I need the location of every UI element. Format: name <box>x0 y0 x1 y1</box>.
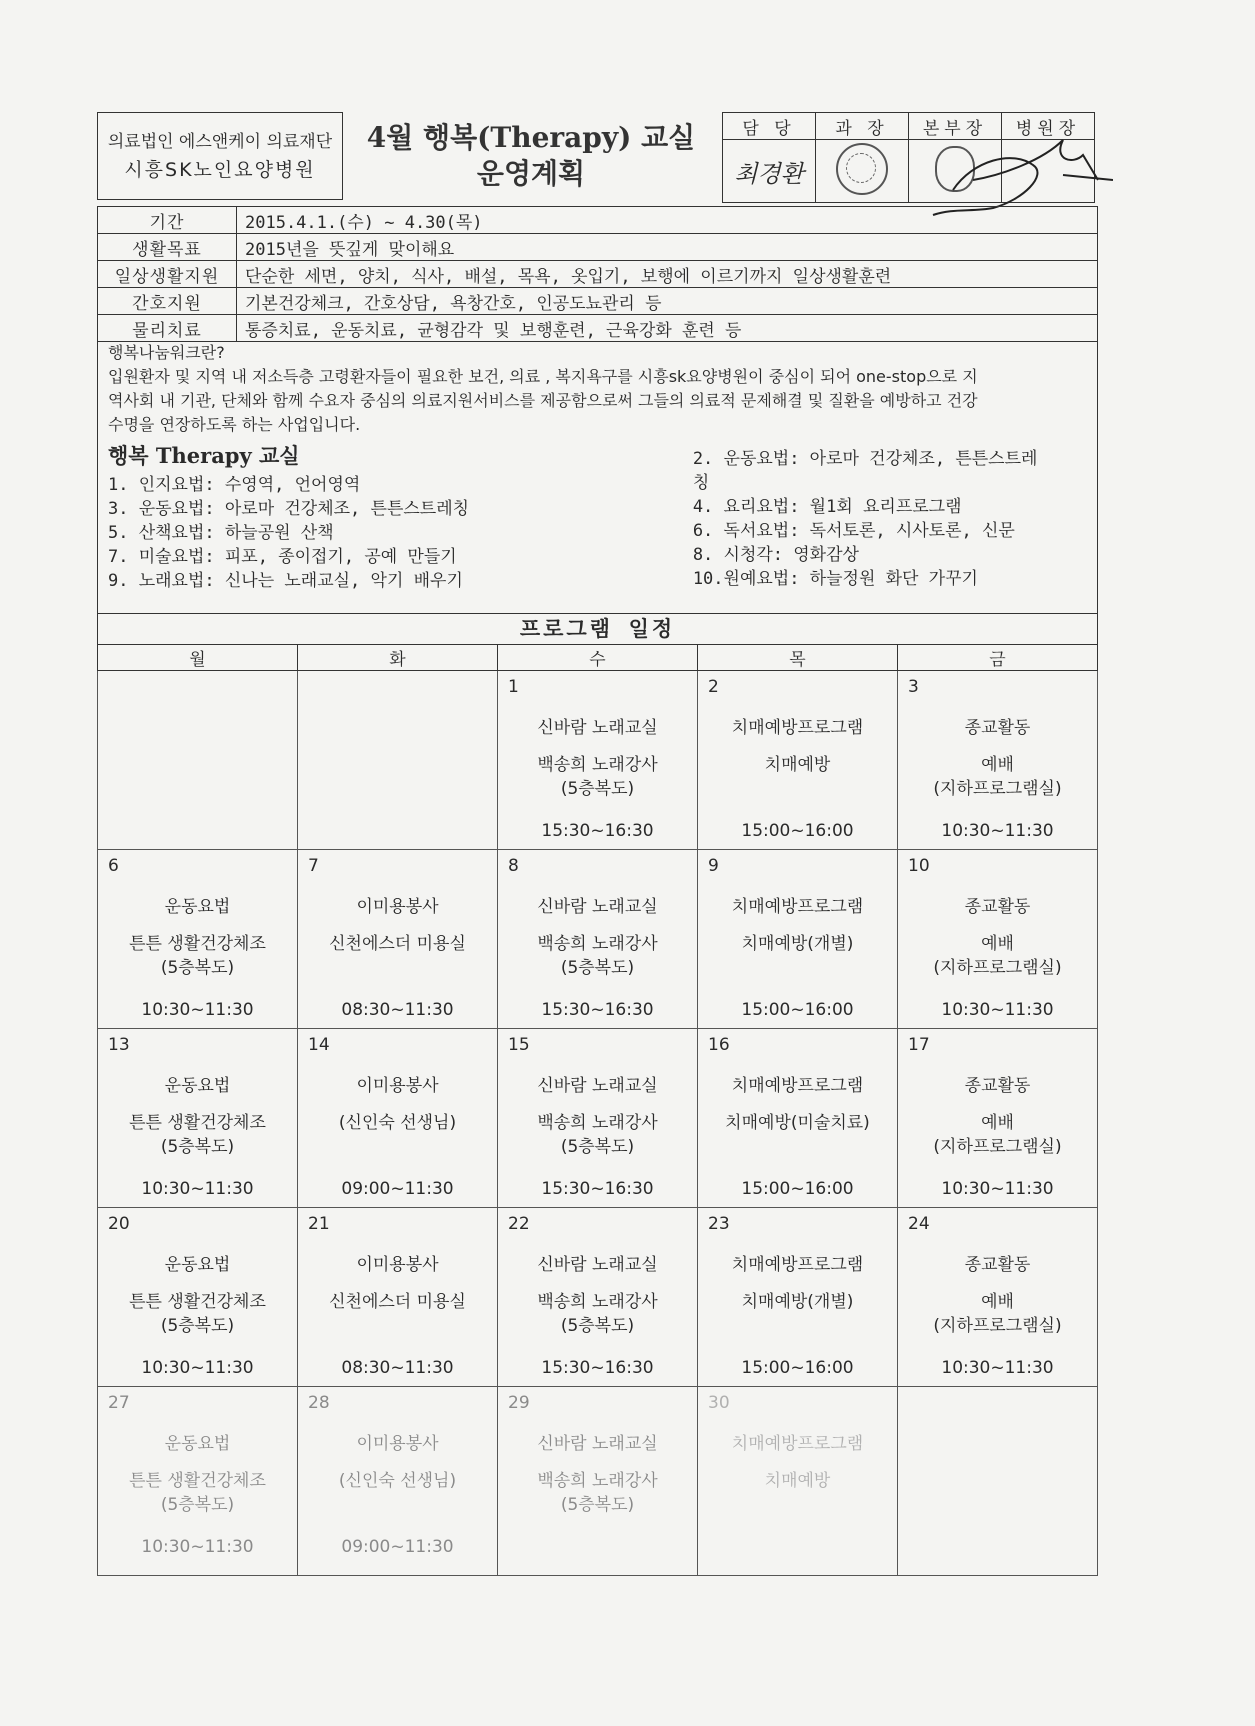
activity-time: 08:30~11:30 <box>341 1358 454 1378</box>
info-value: 단순한 세면, 양치, 식사, 배설, 목욕, 옷입기, 보행에 이르기까지 일상생활훈련 <box>237 261 1098 288</box>
calendar-week-row <box>98 1029 1098 1208</box>
activity-time: 10:30~11:30 <box>941 821 1054 841</box>
activity-location: (5층복도) <box>560 1495 635 1515</box>
activity-location: (5층복도) <box>560 1137 635 1157</box>
info-value: 기본건강체크, 간호상담, 욕창간호, 인공도뇨관리 등 <box>237 288 1098 315</box>
day-number: 7 <box>308 856 319 876</box>
activity-location: (지하프로그램실) <box>933 1316 1062 1336</box>
activity-name: 종교활동 <box>964 1076 1031 1096</box>
day-number: 23 <box>708 1214 730 1234</box>
activity-detail-line: 치매예방 <box>764 1471 831 1491</box>
approval-label-manager: 과 장 <box>816 113 909 140</box>
activity-detail <box>98 1111 297 1159</box>
info-row <box>98 261 1098 288</box>
day-number: 13 <box>108 1035 130 1055</box>
therapy-list-left <box>108 473 693 593</box>
activity-detail <box>298 1111 497 1135</box>
day-number: 17 <box>908 1035 930 1055</box>
calendar-week-row <box>98 671 1098 850</box>
activity-detail-line: 예배 <box>981 1113 1014 1133</box>
activity-time: 15:00~16:00 <box>741 1179 854 1199</box>
activity-time: 09:00~11:30 <box>341 1537 454 1557</box>
activity-location: (5층복도) <box>160 1137 235 1157</box>
day-number: 1 <box>508 677 519 697</box>
approval-sign-manager <box>816 140 909 203</box>
info-row <box>98 234 1098 261</box>
activity-detail <box>698 932 897 956</box>
organization-box <box>97 112 343 200</box>
activity-name: 운동요법 <box>164 1434 231 1454</box>
activity-name: 종교활동 <box>964 897 1031 917</box>
activity-detail <box>698 1290 897 1314</box>
document-title <box>346 112 716 200</box>
activity-name: 운동요법 <box>164 897 231 917</box>
activity-detail-line: 치매예방(개별) <box>741 1292 854 1312</box>
calendar-week-row <box>98 850 1098 1029</box>
approval-label-staff: 담 당 <box>723 113 816 140</box>
day-number: 8 <box>508 856 519 876</box>
title-line2: 운영계획 <box>476 157 586 190</box>
activity-detail-line: 예배 <box>981 755 1014 775</box>
day-number: 10 <box>908 856 930 876</box>
day-number: 29 <box>508 1393 530 1413</box>
activity-detail-line: 신천에스더 미용실 <box>329 1292 466 1312</box>
therapy-item: 칭 <box>692 473 710 493</box>
day-number: 21 <box>308 1214 330 1234</box>
activity-time: 10:30~11:30 <box>141 1537 254 1557</box>
activity-name: 종교활동 <box>964 718 1031 738</box>
day-number: 16 <box>708 1035 730 1055</box>
activity-detail <box>498 1469 697 1517</box>
calendar-day-cell <box>98 1029 298 1208</box>
calendar-day-cell <box>298 671 498 850</box>
day-number: 22 <box>508 1214 530 1234</box>
activity-time: 10:30~11:30 <box>941 1179 1054 1199</box>
org-name-line1: 의료법인 에스앤케이 의료재단 <box>107 132 333 152</box>
activity-detail <box>898 932 1097 980</box>
activity-detail-line: 백송희 노래강사 <box>537 1113 658 1133</box>
activity-name: 운동요법 <box>164 1076 231 1096</box>
activity-detail-line: 튼튼 생활건강체조 <box>129 1113 266 1133</box>
activity-time: 15:30~16:30 <box>541 1000 654 1020</box>
day-number: 9 <box>708 856 719 876</box>
approval-sign-staff <box>723 140 816 203</box>
activity-detail-line: 예배 <box>981 1292 1014 1312</box>
day-number: 30 <box>708 1393 730 1413</box>
calendar-day-cell <box>498 1387 698 1576</box>
activity-name: 치매예방프로그램 <box>731 897 864 917</box>
activity-name: 치매예방프로그램 <box>731 718 864 738</box>
info-row <box>98 288 1098 315</box>
activity-detail <box>498 932 697 980</box>
calendar-day-cell <box>98 1208 298 1387</box>
activity-detail-line: 튼튼 생활건강체조 <box>129 1292 266 1312</box>
calendar-day-cell <box>498 850 698 1029</box>
info-value: 통증치료, 운동치료, 균형감각 및 보행훈련, 근육강화 훈련 등 <box>237 315 1098 342</box>
program-description <box>97 339 1098 441</box>
therapy-list-right <box>693 447 1087 593</box>
info-row <box>98 315 1098 342</box>
description-question: 행복나눔워크란? <box>108 343 225 362</box>
activity-name: 운동요법 <box>164 1255 231 1275</box>
activity-time: 09:00~11:30 <box>341 1179 454 1199</box>
calendar-day-cell <box>898 850 1098 1029</box>
activity-detail <box>298 1290 497 1314</box>
activity-detail-line: 백송희 노래강사 <box>537 755 658 775</box>
calendar-day-cell <box>698 1029 898 1208</box>
activity-name: 종교활동 <box>964 1255 1031 1275</box>
activity-detail <box>98 1290 297 1338</box>
activity-name: 치매예방프로그램 <box>731 1076 864 1096</box>
activity-detail <box>98 1469 297 1517</box>
activity-time: 10:30~11:30 <box>141 1358 254 1378</box>
therapy-item: 2. 운동요법: 아로마 건강체조, 튼튼스트레 <box>692 449 1038 469</box>
activity-time: 15:30~16:30 <box>541 1358 654 1378</box>
calendar-day-cell <box>698 1208 898 1387</box>
therapy-item: 8. 시청각: 영화감상 <box>692 545 859 565</box>
calendar-day-cell <box>498 671 698 850</box>
activity-name: 이미용봉사 <box>356 1434 439 1454</box>
schedule-title: 프로그램 일정 <box>97 613 1098 645</box>
activity-detail <box>698 1469 897 1493</box>
info-label: 일상생활지원 <box>98 261 237 288</box>
calendar-day-cell <box>498 1208 698 1387</box>
title-line1: 4월 행복(Therapy) 교실 <box>366 121 696 154</box>
calendar-week-row <box>98 1208 1098 1387</box>
calendar-day-cell <box>898 671 1098 850</box>
activity-detail-line: 치매예방 <box>764 755 831 775</box>
calendar-day-cell <box>98 850 298 1029</box>
day-number: 20 <box>108 1214 130 1234</box>
activity-time: 10:30~11:30 <box>941 1358 1054 1378</box>
activity-detail <box>898 753 1097 801</box>
activity-name: 이미용봉사 <box>356 1076 439 1096</box>
info-table <box>97 206 1098 342</box>
activity-name: 신바람 노래교실 <box>537 1434 658 1454</box>
calendar-day-cell <box>898 1029 1098 1208</box>
activity-time: 08:30~11:30 <box>341 1000 454 1020</box>
calendar-day-cell <box>298 850 498 1029</box>
approval-label-president: 병원장 <box>1002 113 1095 140</box>
activity-detail-line: 백송희 노래강사 <box>537 934 658 954</box>
activity-detail <box>498 1111 697 1159</box>
day-number: 6 <box>108 856 119 876</box>
activity-detail-line: (신인숙 선생님) <box>338 1471 457 1491</box>
calendar-week-row <box>98 1387 1098 1576</box>
info-value: 2015.4.1.(수) ~ 4.30(목) <box>237 207 1098 234</box>
info-label: 간호지원 <box>98 288 237 315</box>
activity-detail-line: 신천에스더 미용실 <box>329 934 466 954</box>
calendar-day-cell <box>298 1208 498 1387</box>
calendar-day-cell <box>898 1208 1098 1387</box>
weekday-header: 목 <box>698 645 898 671</box>
activity-detail-line: 백송희 노래강사 <box>537 1471 658 1491</box>
description-line: 수명을 연장하도록 하는 사업입니다. <box>108 415 361 434</box>
activity-location: (5층복도) <box>160 1316 235 1336</box>
activity-detail <box>498 753 697 801</box>
approval-label-director: 본부장 <box>909 113 1002 140</box>
schedule-calendar <box>97 644 1098 1576</box>
activity-time: 10:30~11:30 <box>141 1000 254 1020</box>
calendar-day-cell <box>298 1029 498 1208</box>
activity-name: 치매예방프로그램 <box>731 1434 864 1454</box>
activity-name: 신바람 노래교실 <box>537 1076 658 1096</box>
activity-detail-line: 예배 <box>981 934 1014 954</box>
activity-detail <box>298 932 497 956</box>
activity-detail <box>498 1290 697 1338</box>
description-line: 입원환자 및 지역 내 저소득층 고령환자들이 필요한 보건, 의료 , 복지욕구를 시흥sk요양병원이 중심이 되어 one-stop으로 지 <box>108 367 978 386</box>
activity-detail <box>698 753 897 777</box>
activity-location: (5층복도) <box>560 779 635 799</box>
activity-detail <box>898 1290 1097 1338</box>
seal-stamp-icon <box>836 143 888 195</box>
info-value: 2015년을 뜻깊게 맞이해요 <box>237 234 1098 261</box>
activity-location: (5층복도) <box>160 1495 235 1515</box>
activity-name: 신바람 노래교실 <box>537 897 658 917</box>
therapy-item: 1. 인지요법: 수영역, 언어영역 <box>108 475 361 495</box>
activity-time: 15:00~16:00 <box>741 1000 854 1020</box>
day-number: 15 <box>508 1035 530 1055</box>
activity-location: (5층복도) <box>160 958 235 978</box>
activity-detail-line: 백송희 노래강사 <box>537 1292 658 1312</box>
therapy-heading: 행복 Therapy 교실 <box>108 443 300 468</box>
handwritten-signature: 최경환 <box>734 159 804 188</box>
day-number: 3 <box>908 677 919 697</box>
day-number: 2 <box>708 677 719 697</box>
activity-time: 15:30~16:30 <box>541 821 654 841</box>
info-label: 물리치료 <box>98 315 237 342</box>
activity-location: (지하프로그램실) <box>933 1137 1062 1157</box>
therapy-item: 4. 요리요법: 월1회 요리프로그램 <box>692 497 962 517</box>
therapy-item: 9. 노래요법: 신나는 노래교실, 악기 배우기 <box>108 571 463 591</box>
activity-name: 이미용봉사 <box>356 897 439 917</box>
activity-name: 치매예방프로그램 <box>731 1255 864 1275</box>
calendar-day-cell <box>698 850 898 1029</box>
activity-location: (지하프로그램실) <box>933 779 1062 799</box>
activity-name: 신바람 노래교실 <box>537 1255 658 1275</box>
activity-location: (5층복도) <box>560 958 635 978</box>
info-row <box>98 207 1098 234</box>
calendar-day-cell <box>698 1387 898 1576</box>
info-label: 생활목표 <box>98 234 237 261</box>
day-number: 27 <box>108 1393 130 1413</box>
activity-detail-line: 치매예방(개별) <box>741 934 854 954</box>
therapy-item: 10.원예요법: 하늘정원 화단 가꾸기 <box>692 569 978 589</box>
activity-detail-line: 튼튼 생활건강체조 <box>129 1471 266 1491</box>
org-name-line2: 시흥SK노인요양병원 <box>124 159 316 181</box>
therapy-section <box>97 441 1098 613</box>
activity-time: 15:30~16:30 <box>541 1179 654 1199</box>
activity-location: (5층복도) <box>560 1316 635 1336</box>
activity-detail-line: (신인숙 선생님) <box>338 1113 457 1133</box>
activity-detail <box>698 1111 897 1135</box>
activity-location: (지하프로그램실) <box>933 958 1062 978</box>
description-line: 역사회 내 기관, 단체와 함께 수요자 중심의 의료지원서비스를 제공함으로써 그들의 의료적 문제해결 및 질환을 예방하고 건강 <box>108 391 978 410</box>
calendar-day-cell <box>698 671 898 850</box>
activity-name: 이미용봉사 <box>356 1255 439 1275</box>
weekday-header: 화 <box>298 645 498 671</box>
activity-time: 15:00~16:00 <box>741 1358 854 1378</box>
activity-time: 10:30~11:30 <box>941 1000 1054 1020</box>
weekday-header: 수 <box>498 645 698 671</box>
day-number: 14 <box>308 1035 330 1055</box>
therapy-item: 5. 산책요법: 하늘공원 산책 <box>108 523 334 543</box>
weekday-header: 월 <box>98 645 298 671</box>
activity-time: 10:30~11:30 <box>141 1179 254 1199</box>
activity-time: 15:00~16:00 <box>741 821 854 841</box>
calendar-day-cell <box>98 1387 298 1576</box>
activity-detail-line: 치매예방(미술치료) <box>725 1113 870 1133</box>
day-number: 28 <box>308 1393 330 1413</box>
activity-name: 신바람 노래교실 <box>537 718 658 738</box>
weekday-header: 금 <box>898 645 1098 671</box>
activity-detail <box>898 1111 1097 1159</box>
therapy-item: 7. 미술요법: 피포, 종이접기, 공예 만들기 <box>108 547 457 567</box>
activity-detail <box>98 932 297 980</box>
day-number: 24 <box>908 1214 930 1234</box>
calendar-day-cell <box>898 1387 1098 1576</box>
info-label: 기간 <box>98 207 237 234</box>
calendar-day-cell <box>298 1387 498 1576</box>
calendar-day-cell <box>98 671 298 850</box>
activity-detail <box>298 1469 497 1493</box>
therapy-item: 3. 운동요법: 아로마 건강체조, 튼튼스트레칭 <box>108 499 470 519</box>
activity-detail-line: 튼튼 생활건강체조 <box>129 934 266 954</box>
therapy-item: 6. 독서요법: 독서토론, 시사토론, 신문 <box>692 521 1015 541</box>
calendar-day-cell <box>498 1029 698 1208</box>
